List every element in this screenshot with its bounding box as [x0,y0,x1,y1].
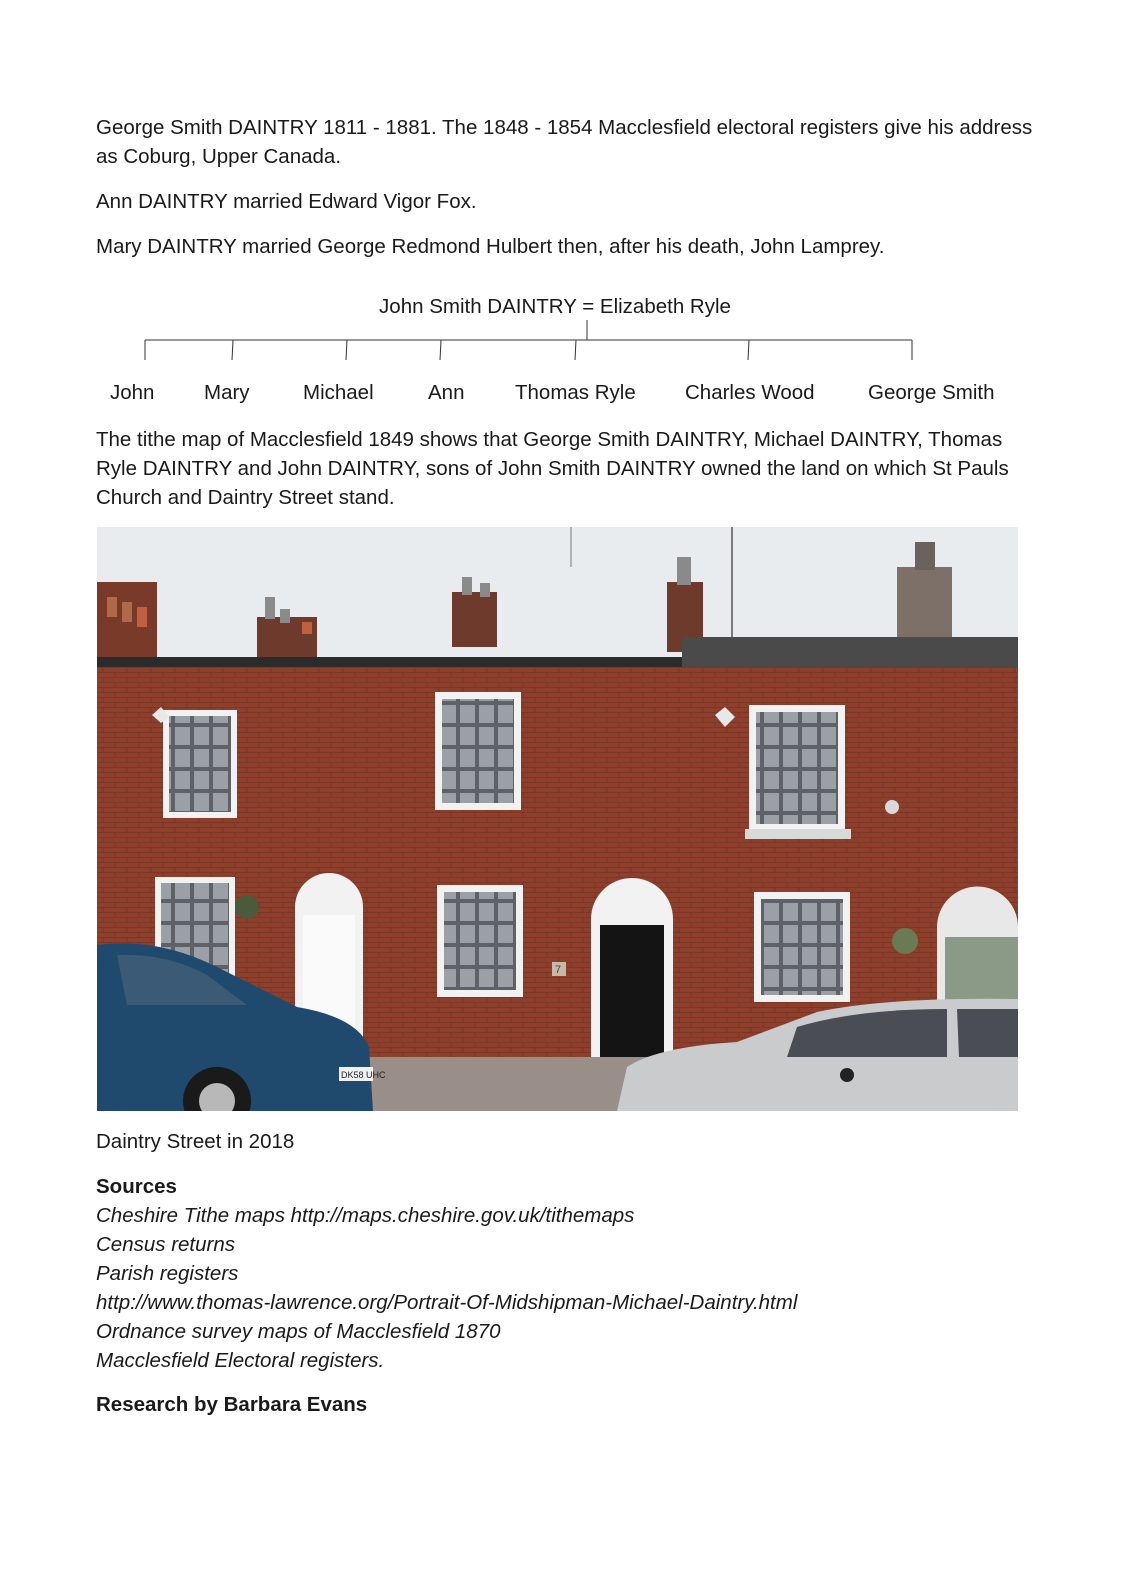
source-item: Parish registers [96,1262,239,1285]
tree-child-john: John [110,381,155,404]
number-plate: DK58 UHC [341,1070,386,1080]
paragraph-mary: Mary DAINTRY married George Redmond Hulbert then, after his death, John Lamprey. [96,235,885,258]
tree-child-mary: Mary [204,381,250,404]
tree-child-michael: Michael [303,381,374,404]
paragraph-ann: Ann DAINTRY married Edward Vigor Fox. [96,190,477,213]
tree-child-george-smith: George Smith [868,381,995,404]
tree-child-ann: Ann [428,381,465,404]
tree-child-thomas-ryle: Thomas Ryle [515,381,636,404]
tree-drop-line [346,340,347,360]
tree-drop-line [748,340,749,360]
tree-drop-line [440,340,441,360]
paragraph-tithe-map: The tithe map of Macclesfield 1849 shows that George Smith DAINTRY, Michael DAINTRY, Thomas Ryle DAINTRY and John DAINTRY, sons of John Smith DAINTRY owned the land on which St Pauls Church and Daintry Street stand. [96,428,1009,509]
sources-heading: Sources [96,1175,177,1198]
tree-child-charles-wood: Charles Wood [685,381,815,404]
source-item: Macclesfield Electoral registers. [96,1349,385,1372]
tree-drop-line [575,340,576,360]
research-credit: Research by Barbara Evans [96,1393,368,1416]
source-item: http://www.thomas-lawrence.org/Portrait-Of-Midshipman-Michael-Daintry.html [96,1291,798,1314]
source-item: Census returns [96,1233,236,1256]
source-item: Ordnance survey maps of Macclesfield 1870 [96,1320,501,1343]
daintry-street-photo [97,527,1018,1111]
photo-caption: Daintry Street in 2018 [96,1130,295,1153]
house-number: 7 [555,964,562,976]
family-tree [0,280,1123,420]
paragraph-george-smith: George Smith DAINTRY 1811 - 1881. The 1848 - 1854 Macclesfield electoral registers give his address as Coburg, Upper Canada. [96,116,1033,168]
tree-drop-line [232,340,233,360]
tree-parents: John Smith DAINTRY = Elizabeth Ryle [379,295,731,318]
sources-list [96,1201,797,1375]
source-item: Cheshire Tithe maps http://maps.cheshire.gov.uk/tithemaps [96,1204,635,1227]
slate-roof [682,637,1018,667]
